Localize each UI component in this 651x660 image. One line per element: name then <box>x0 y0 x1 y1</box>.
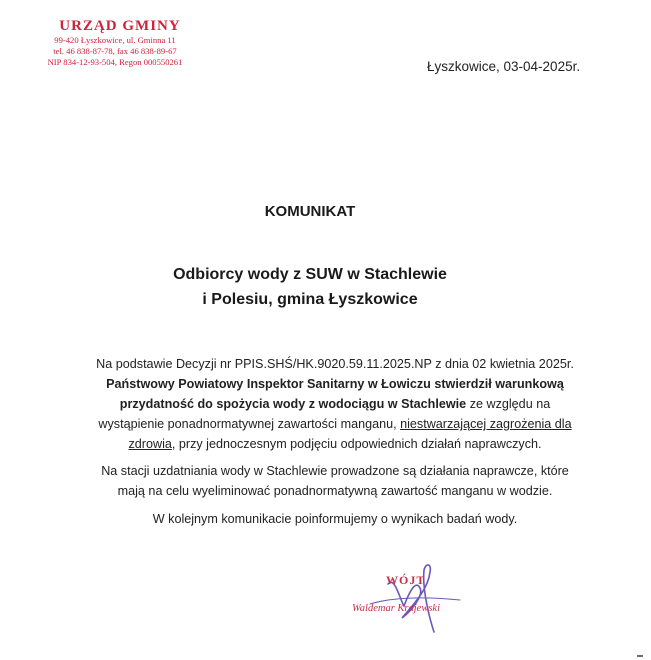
subtitle-line-2: i Polesiu, gmina Łyszkowice <box>202 291 418 308</box>
place-and-date: Łyszkowice, 03-04-2025r. <box>427 59 581 74</box>
stamp-title: URZĄD GMINY <box>59 18 181 34</box>
paragraph-decision-reason: ze względu na wystąpienie ponadnormatywnej zawartości manganu, <box>98 397 551 431</box>
paragraph-decision-end: , przy jednoczesnym podjęciu odpowiednich działań naprawczych. <box>171 437 542 451</box>
stamp-address: 99-420 Łyszkowice, ul. Gminna 11 <box>54 35 176 45</box>
subtitle-line-1: Odbiorcy wody z SUW w Stachlewie <box>173 266 447 283</box>
paragraph-decision-bold: Państwowy Powiatowy Inspektor Sanitarny w Łowiczu stwierdził warunkową przydatność do spożycia wody z wodociągu w Stachlewie <box>106 377 564 411</box>
paragraph-repair-actions: Na stacji uzdatniania wody w Stachlewie prowadzone są działania naprawcze, które mają na celu wyeliminować ponadnormatywną zawartość manganu w wodzie. <box>101 464 569 498</box>
scan-artifact <box>637 655 643 657</box>
paragraph-next-notice: W kolejnym komunikacie poinformujemy o wynikach badań wody. <box>152 512 518 526</box>
signature-name: Waldemar Krajewski <box>352 603 440 614</box>
document-subtitle <box>0 262 620 312</box>
stamp-phone: tel. 46 838-87-78, fax 46 838-89-67 <box>53 46 177 56</box>
paragraph-decision-intro: Na podstawie Decyzji nr PPIS.SHŚ/HK.9020.59.11.2025.NP z dnia 02 kwietnia 2025r. <box>96 357 574 371</box>
official-stamp <box>30 18 200 68</box>
document-heading: KOMUNIKAT <box>264 203 356 220</box>
paragraph-decision-underlined: niestwarzającej zagrożenia dla zdrowia <box>128 417 572 451</box>
stamp-nip-regon: NIP 834-12-93-504, Regon 000550261 <box>47 57 183 67</box>
signature-title: WÓJT <box>386 573 426 587</box>
handwritten-signature <box>340 560 490 640</box>
paragraph-decision <box>96 354 574 454</box>
